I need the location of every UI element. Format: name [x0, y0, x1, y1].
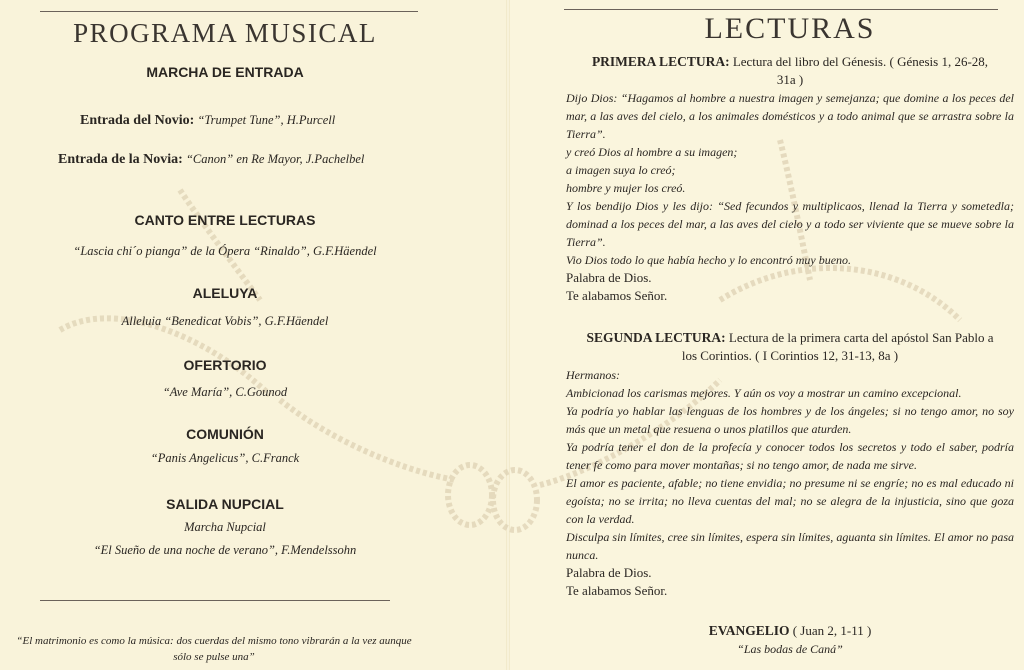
- segunda-paragraph: Hermanos:: [566, 368, 620, 382]
- primera-paragraph: Vio Dios todo lo que había hecho y lo encontró muy bueno.: [566, 253, 852, 267]
- segunda-paragraph: Disculpa sin límites, cree sin límites, espera sin límites, aguanta sin límites. El amor no pasa nunca.: [566, 530, 1014, 562]
- primera-paragraph: Y los bendijo Dios y les dijo: “Sed fecundos y multiplicaos, llenad la Tierra y sometedla; dominad a los peces del mar, a las aves del cielo y a todo ser viviente que se mueve sobre la Tierra”.: [566, 199, 1014, 249]
- left-page: [0, 0, 508, 670]
- section-heading-salida: SALIDA NUPCIAL: [166, 496, 284, 512]
- segunda-closing-1: Palabra de Dios.: [566, 565, 652, 580]
- comunion-line: “Panis Angelicus”, C.Franck: [150, 451, 300, 465]
- primera-lectura-heading: [566, 53, 1014, 89]
- segunda-paragraph: Ambicionad los carismas mejores. Y aún os voy a mostrar un camino excepcional.: [566, 386, 962, 400]
- top-rule-left: [40, 11, 418, 12]
- section-heading-aleluya: ALELUYA: [192, 285, 258, 301]
- section-heading-canto: CANTO ENTRE LECTURAS: [134, 212, 316, 228]
- segunda-paragraph: Ya podría tener el don de la profecía y conocer todos los secretos y todo el saber, podría tener fe como para mover montañas; si no tengo amor, de nada me sirve.: [566, 440, 1014, 472]
- primera-paragraph: Dijo Dios: “Hagamos al hombre a nuestra imagen y semejanza; que domine a los peces del mar, a las aves del cielo, a los animales domésticos y a todo animal que se arrastra sobre la Tierra”.: [566, 91, 1014, 141]
- entrada-novio-text: “Trumpet Tune”, H.Purcell: [197, 113, 336, 127]
- entrada-novia-line: [58, 152, 364, 168]
- primera-paragraph: y creó Dios al hombre a su imagen;: [566, 145, 738, 159]
- entrada-novia-text: “Canon” en Re Mayor, J.Pachelbel: [185, 152, 365, 166]
- segunda-intro-2: los Corintios. ( I Corintios 12, 31-13, 8a ): [681, 348, 899, 363]
- evangelio-ref: ( Juan 2, 1-11 ): [792, 623, 872, 638]
- bottom-rule-left: [40, 600, 390, 601]
- segunda-lectura-text: [566, 366, 1014, 600]
- evangelio-label: EVANGELIO: [708, 623, 790, 638]
- top-rule-right: [564, 9, 998, 10]
- entrada-novio-line: [80, 113, 335, 129]
- primera-intro: Lectura del libro del Génesis. ( Génesis 1, 26-28,: [732, 54, 989, 69]
- aleluya-line: Alleluia “Benedicat Vobis”, G.F.Häendel: [121, 314, 329, 328]
- evangelio-subtitle: “Las bodas de Caná”: [737, 642, 843, 656]
- segunda-intro: Lectura de la primera carta del apóstol San Pablo a: [728, 330, 994, 345]
- section-heading-ofertorio: OFERTORIO: [183, 357, 267, 373]
- entrada-novia-label: Entrada de la Novia:: [58, 152, 183, 167]
- segunda-lectura-heading: [566, 329, 1014, 365]
- primera-paragraph: a imagen suya lo creó;: [566, 163, 676, 177]
- salida-line-2: “El Sueño de una noche de verano”, F.Mendelssohn: [93, 543, 357, 557]
- marriage-quote: [14, 633, 414, 665]
- section-heading-marcha-entrada: MARCHA DE ENTRADA: [146, 64, 304, 80]
- evangelio-heading: [566, 622, 1014, 658]
- quote-line-1: “El matrimonio es como la música: dos cuerdas del mismo tono vibrarán a la vez aunque: [16, 635, 412, 647]
- segunda-paragraph: Ya podría yo hablar las lenguas de los hombres y de los ángeles; si no tengo amor, no soy más que un metal que resuena o unos platillos que aturden.: [566, 404, 1014, 436]
- primera-closing-1: Palabra de Dios.: [566, 270, 652, 285]
- segunda-paragraph: El amor es paciente, afable; no tiene envidia; no presume ni se engríe; no es mal educado ni egoísta; no se irrita; no lleva cuentas del mal; no se alegra de la injusticia, sino que goza con la verdad.: [566, 476, 1014, 526]
- page-fold: [506, 0, 510, 670]
- readings-title: LECTURAS: [704, 12, 876, 45]
- primera-closing-2: Te alabamos Señor.: [566, 288, 668, 303]
- segunda-label: SEGUNDA LECTURA:: [586, 330, 726, 345]
- primera-paragraph: hombre y mujer los creó.: [566, 181, 686, 195]
- primera-intro-2: 31a ): [776, 72, 804, 87]
- section-heading-comunion: COMUNIÓN: [186, 426, 264, 442]
- entrada-novio-label: Entrada del Novio:: [80, 113, 195, 128]
- primera-label: PRIMERA LECTURA:: [591, 54, 730, 69]
- canto-line: “Lascia chi´o pianga” de la Ópera “Rinaldo”, G.F.Häendel: [73, 244, 377, 258]
- quote-line-2: sólo se pulse una”: [173, 651, 255, 663]
- primera-lectura-text: [566, 89, 1014, 305]
- ofertorio-line: “Ave María”, C.Gounod: [162, 385, 288, 399]
- segunda-closing-2: Te alabamos Señor.: [566, 583, 668, 598]
- salida-line-1: Marcha Nupcial: [184, 520, 266, 534]
- program-title: PROGRAMA MUSICAL: [73, 18, 377, 48]
